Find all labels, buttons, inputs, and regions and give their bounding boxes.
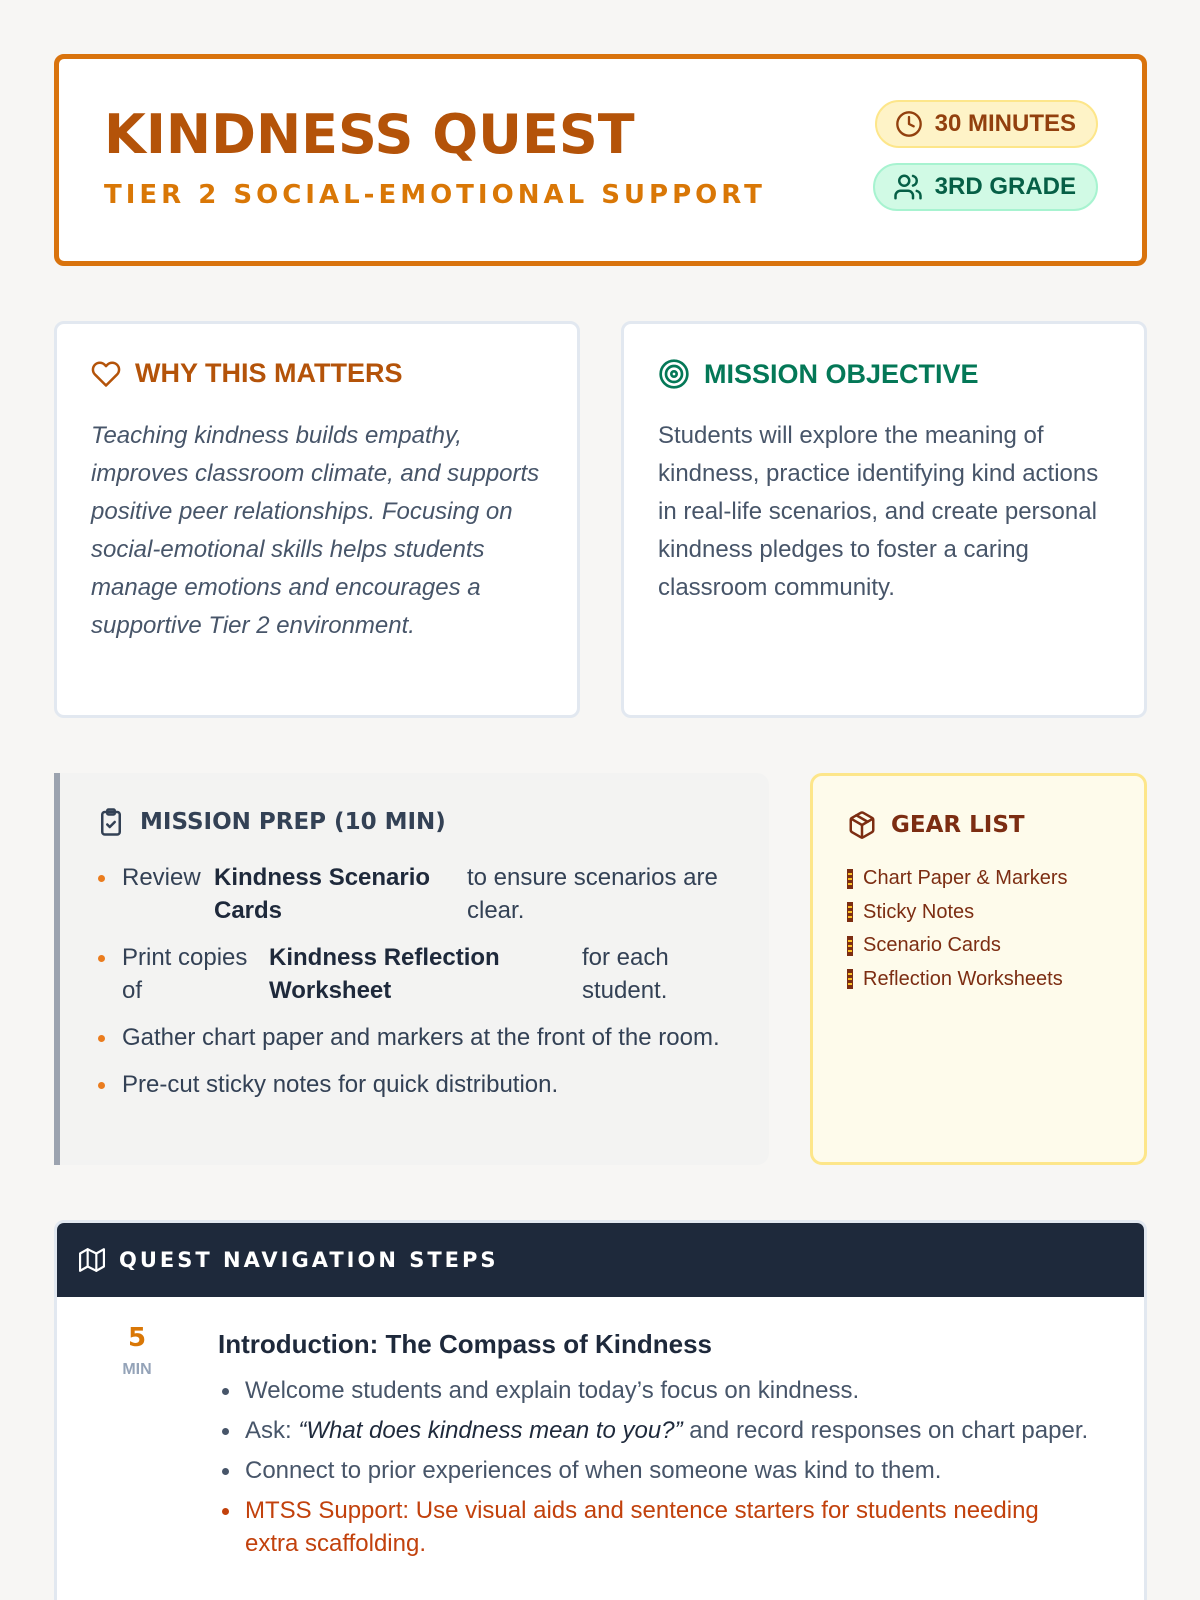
why-heading [91, 358, 403, 389]
quest-header-bar [57, 1223, 1144, 1297]
gear-list [847, 862, 1068, 996]
prep-item: Gather chart paper and markers at the front of the room. [96, 1021, 736, 1054]
objective-heading [658, 358, 979, 390]
target-icon [658, 358, 690, 390]
ruler-icon [847, 936, 853, 956]
ruler-icon [847, 869, 853, 889]
step-title: Introduction: The Compass of Kindness [218, 1329, 713, 1359]
gear-heading-text: GEAR LIST [891, 812, 1025, 838]
heart-icon [91, 359, 121, 389]
grade-label: 3RD GRADE [934, 173, 1076, 200]
prep-item: Pre-cut sticky notes for quick distribution. [96, 1068, 736, 1101]
why-body: Teaching kindness builds empathy, improves classroom climate, and supports positive peer relationships. Focusing on social-emotional skills helps students manage emotions and encourages a supportive Tier 2 environment. [91, 422, 540, 639]
ruler-icon [847, 902, 853, 922]
quest-heading: QUEST NAVIGATION STEPS [119, 1248, 499, 1272]
step-item-prefix: Ask: [245, 1417, 292, 1444]
gear-item-label: Sticky Notes [863, 900, 975, 923]
objective-heading-text: MISSION OBJECTIVE [704, 358, 979, 389]
step-item: Welcome students and explain today’s focus on kindness. [218, 1374, 1098, 1407]
gear-item [847, 929, 1068, 963]
prep-item [96, 941, 736, 1007]
map-icon [79, 1247, 105, 1273]
step-item-suffix: and record responses on chart paper. [689, 1417, 1089, 1444]
gear-item [847, 862, 1068, 896]
clock-icon [895, 110, 923, 138]
step-list [218, 1374, 1098, 1567]
objective-card [621, 321, 1147, 718]
duration-label: 30 MINUTES [934, 110, 1076, 137]
prep-item [96, 861, 736, 927]
users-icon [893, 172, 923, 202]
step-item-quote: “What does kindness mean to you?” [298, 1417, 683, 1444]
gear-item [847, 896, 1068, 930]
gear-item [847, 963, 1068, 997]
quest-navigation-panel [54, 1220, 1147, 1600]
prep-item-bold: Kindness Scenario Cards [214, 864, 431, 924]
gear-heading [847, 810, 1025, 840]
prep-item-text: for each student. [582, 944, 669, 1004]
prep-item-text: Print copies of [122, 944, 248, 1004]
step-item [218, 1414, 1098, 1447]
why-card [54, 321, 580, 718]
mission-prep-panel [54, 773, 769, 1165]
step-duration [112, 1323, 162, 1379]
duration-badge [875, 100, 1098, 148]
prep-heading [96, 807, 446, 837]
gear-item-label: Reflection Worksheets [863, 967, 1063, 990]
why-heading-text: WHY THIS MATTERS [135, 358, 403, 388]
package-icon [847, 810, 877, 840]
lesson-header [54, 54, 1147, 266]
prep-list [96, 861, 736, 1115]
step-item: Connect to prior experiences of when someone was kind to them. [218, 1454, 1098, 1487]
mtss-support-item: MTSS Support: Use visual aids and sentence starters for students needing extra scaffolding. [218, 1494, 1098, 1560]
grade-badge [873, 163, 1098, 211]
gear-item-label: Chart Paper & Markers [863, 867, 1068, 889]
clipboard-check-icon [96, 807, 126, 837]
prep-item-text: to ensure scenarios are clear. [467, 864, 718, 924]
gear-item-label: Scenario Cards [863, 934, 1001, 956]
ruler-icon [847, 969, 853, 989]
objective-body: Students will explore the meaning of kindness, practice identifying kind actions in real-life scenarios, and create personal kindness pledges to foster a caring classroom community. [658, 422, 1099, 601]
gear-list-panel [810, 773, 1147, 1165]
page-subtitle: TIER 2 SOCIAL-EMOTIONAL SUPPORT [104, 180, 766, 210]
prep-item-bold: Kindness Reflection Worksheet [269, 944, 500, 1004]
prep-heading-text: MISSION PREP (10 MIN) [140, 809, 446, 835]
prep-item-text: Review [122, 864, 201, 891]
page-title: KINDNESS QUEST [104, 103, 635, 166]
step-minutes: 5 [127, 1323, 147, 1353]
step-unit: MIN [122, 1361, 152, 1378]
